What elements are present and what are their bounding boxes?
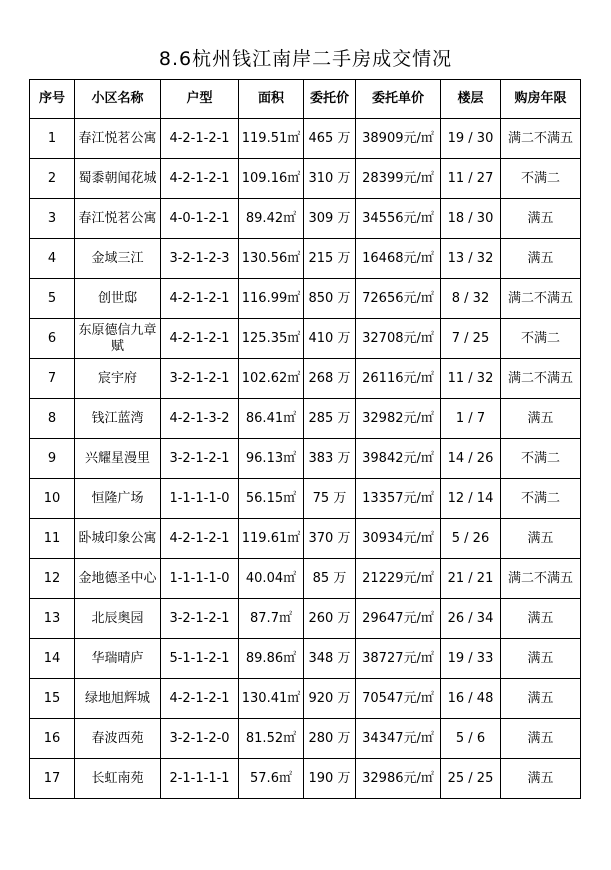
- cell-unit-price: 26116元/㎡: [356, 359, 441, 399]
- cell-name: 创世邸: [75, 279, 161, 319]
- header-floor: 楼层: [441, 80, 501, 119]
- cell-unit-price: 39842元/㎡: [356, 439, 441, 479]
- table-row: [30, 359, 581, 399]
- cell-name: 东原德信九章赋: [75, 319, 161, 359]
- table-row: [30, 159, 581, 199]
- cell-floor: 19 / 33: [441, 639, 501, 679]
- cell-layout: 4-2-1-3-2: [161, 399, 239, 439]
- cell-floor: 25 / 25: [441, 759, 501, 799]
- cell-area: 125.35㎡: [239, 319, 304, 359]
- cell-unit-price: 34556元/㎡: [356, 199, 441, 239]
- cell-area: 40.04㎡: [239, 559, 304, 599]
- cell-no: 16: [30, 719, 75, 759]
- table-row: [30, 479, 581, 519]
- cell-no: 2: [30, 159, 75, 199]
- table-row: [30, 639, 581, 679]
- cell-layout: 2-1-1-1-1: [161, 759, 239, 799]
- table-row: [30, 199, 581, 239]
- cell-layout: 4-2-1-2-1: [161, 679, 239, 719]
- transactions-table: [29, 79, 581, 799]
- cell-unit-price: 72656元/㎡: [356, 279, 441, 319]
- cell-layout: 3-2-1-2-3: [161, 239, 239, 279]
- cell-price: 85 万: [304, 559, 356, 599]
- cell-unit-price: 70547元/㎡: [356, 679, 441, 719]
- cell-price: 215 万: [304, 239, 356, 279]
- cell-years: 满五: [501, 679, 581, 719]
- cell-no: 11: [30, 519, 75, 559]
- cell-price: 348 万: [304, 639, 356, 679]
- cell-name: 春江悦茗公寓: [75, 199, 161, 239]
- table-row: [30, 519, 581, 559]
- table-row: [30, 759, 581, 799]
- table-row: [30, 679, 581, 719]
- cell-layout: 1-1-1-1-0: [161, 479, 239, 519]
- cell-price: 268 万: [304, 359, 356, 399]
- cell-floor: 11 / 27: [441, 159, 501, 199]
- cell-floor: 8 / 32: [441, 279, 501, 319]
- cell-floor: 26 / 34: [441, 599, 501, 639]
- cell-no: 8: [30, 399, 75, 439]
- cell-layout: 4-2-1-2-1: [161, 519, 239, 559]
- cell-area: 102.62㎡: [239, 359, 304, 399]
- cell-name: 蜀黍朝闻花城: [75, 159, 161, 199]
- cell-name: 钱江蓝湾: [75, 399, 161, 439]
- cell-unit-price: 16468元/㎡: [356, 239, 441, 279]
- cell-name: 兴耀星漫里: [75, 439, 161, 479]
- cell-unit-price: 21229元/㎡: [356, 559, 441, 599]
- cell-years: 满五: [501, 599, 581, 639]
- cell-price: 850 万: [304, 279, 356, 319]
- cell-layout: 1-1-1-1-0: [161, 559, 239, 599]
- table-row: [30, 719, 581, 759]
- cell-layout: 4-2-1-2-1: [161, 119, 239, 159]
- cell-no: 3: [30, 199, 75, 239]
- table-header-row: [30, 80, 581, 119]
- header-name: 小区名称: [75, 80, 161, 119]
- cell-years: 不满二: [501, 159, 581, 199]
- cell-price: 190 万: [304, 759, 356, 799]
- cell-no: 15: [30, 679, 75, 719]
- cell-unit-price: 29647元/㎡: [356, 599, 441, 639]
- cell-area: 57.6㎡: [239, 759, 304, 799]
- cell-price: 285 万: [304, 399, 356, 439]
- cell-area: 81.52㎡: [239, 719, 304, 759]
- cell-price: 383 万: [304, 439, 356, 479]
- cell-years: 满五: [501, 399, 581, 439]
- cell-years: 满五: [501, 199, 581, 239]
- table-row: [30, 399, 581, 439]
- cell-years: 满五: [501, 519, 581, 559]
- cell-area: 109.16㎡: [239, 159, 304, 199]
- cell-price: 920 万: [304, 679, 356, 719]
- table-row: [30, 599, 581, 639]
- cell-layout: 4-0-1-2-1: [161, 199, 239, 239]
- cell-price: 465 万: [304, 119, 356, 159]
- header-no: 序号: [30, 80, 75, 119]
- cell-unit-price: 28399元/㎡: [356, 159, 441, 199]
- cell-years: 满二不满五: [501, 279, 581, 319]
- cell-price: 280 万: [304, 719, 356, 759]
- cell-floor: 5 / 6: [441, 719, 501, 759]
- cell-floor: 7 / 25: [441, 319, 501, 359]
- cell-name: 长虹南苑: [75, 759, 161, 799]
- cell-years: 满五: [501, 719, 581, 759]
- cell-no: 10: [30, 479, 75, 519]
- header-area: 面积: [239, 80, 304, 119]
- cell-floor: 5 / 26: [441, 519, 501, 559]
- cell-name: 华瑞晴庐: [75, 639, 161, 679]
- cell-years: 不满二: [501, 439, 581, 479]
- cell-layout: 4-2-1-2-1: [161, 159, 239, 199]
- header-unit-price: 委托单价: [356, 80, 441, 119]
- cell-name: 恒隆广场: [75, 479, 161, 519]
- cell-years: 满二不满五: [501, 119, 581, 159]
- cell-floor: 12 / 14: [441, 479, 501, 519]
- cell-price: 309 万: [304, 199, 356, 239]
- cell-years: 满五: [501, 759, 581, 799]
- table-row: [30, 279, 581, 319]
- table-row: [30, 559, 581, 599]
- cell-no: 9: [30, 439, 75, 479]
- cell-no: 1: [30, 119, 75, 159]
- cell-unit-price: 32708元/㎡: [356, 319, 441, 359]
- cell-name: 北辰奥园: [75, 599, 161, 639]
- cell-area: 89.86㎡: [239, 639, 304, 679]
- cell-floor: 18 / 30: [441, 199, 501, 239]
- cell-price: 260 万: [304, 599, 356, 639]
- table-row: [30, 239, 581, 279]
- cell-no: 13: [30, 599, 75, 639]
- cell-unit-price: 38727元/㎡: [356, 639, 441, 679]
- table-row: [30, 439, 581, 479]
- cell-price: 410 万: [304, 319, 356, 359]
- cell-no: 6: [30, 319, 75, 359]
- cell-name: 金域三江: [75, 239, 161, 279]
- cell-no: 7: [30, 359, 75, 399]
- cell-floor: 16 / 48: [441, 679, 501, 719]
- cell-layout: 5-1-1-2-1: [161, 639, 239, 679]
- cell-price: 310 万: [304, 159, 356, 199]
- cell-name: 春江悦茗公寓: [75, 119, 161, 159]
- cell-no: 12: [30, 559, 75, 599]
- cell-area: 130.41㎡: [239, 679, 304, 719]
- cell-area: 119.61㎡: [239, 519, 304, 559]
- cell-unit-price: 30934元/㎡: [356, 519, 441, 559]
- cell-area: 116.99㎡: [239, 279, 304, 319]
- cell-price: 75 万: [304, 479, 356, 519]
- cell-layout: 3-2-1-2-1: [161, 359, 239, 399]
- cell-layout: 3-2-1-2-1: [161, 439, 239, 479]
- cell-no: 5: [30, 279, 75, 319]
- cell-unit-price: 32982元/㎡: [356, 399, 441, 439]
- cell-name: 绿地旭辉城: [75, 679, 161, 719]
- cell-area: 130.56㎡: [239, 239, 304, 279]
- cell-layout: 3-2-1-2-0: [161, 719, 239, 759]
- header-price: 委托价: [304, 80, 356, 119]
- cell-no: 17: [30, 759, 75, 799]
- cell-years: 不满二: [501, 319, 581, 359]
- cell-no: 14: [30, 639, 75, 679]
- cell-years: 满五: [501, 239, 581, 279]
- cell-floor: 14 / 26: [441, 439, 501, 479]
- cell-no: 4: [30, 239, 75, 279]
- cell-price: 370 万: [304, 519, 356, 559]
- cell-name: 春波西苑: [75, 719, 161, 759]
- cell-years: 满二不满五: [501, 359, 581, 399]
- cell-area: 86.41㎡: [239, 399, 304, 439]
- cell-floor: 1 / 7: [441, 399, 501, 439]
- cell-name: 宸宇府: [75, 359, 161, 399]
- cell-unit-price: 34347元/㎡: [356, 719, 441, 759]
- page-title: 8.6杭州钱江南岸二手房成交情况: [158, 48, 453, 70]
- cell-years: 满二不满五: [501, 559, 581, 599]
- table-row: [30, 119, 581, 159]
- cell-unit-price: 13357元/㎡: [356, 479, 441, 519]
- cell-name: 金地德圣中心: [75, 559, 161, 599]
- cell-years: 满五: [501, 639, 581, 679]
- header-layout: 户型: [161, 80, 239, 119]
- cell-floor: 19 / 30: [441, 119, 501, 159]
- cell-years: 不满二: [501, 479, 581, 519]
- cell-area: 89.42㎡: [239, 199, 304, 239]
- cell-layout: 3-2-1-2-1: [161, 599, 239, 639]
- cell-unit-price: 32986元/㎡: [356, 759, 441, 799]
- cell-layout: 4-2-1-2-1: [161, 279, 239, 319]
- cell-floor: 21 / 21: [441, 559, 501, 599]
- cell-area: 119.51㎡: [239, 119, 304, 159]
- cell-floor: 11 / 32: [441, 359, 501, 399]
- cell-name: 卧城印象公寓: [75, 519, 161, 559]
- header-years: 购房年限: [501, 80, 581, 119]
- cell-floor: 13 / 32: [441, 239, 501, 279]
- cell-area: 96.13㎡: [239, 439, 304, 479]
- table-row: [30, 319, 581, 359]
- cell-unit-price: 38909元/㎡: [356, 119, 441, 159]
- cell-area: 87.7㎡: [239, 599, 304, 639]
- cell-layout: 4-2-1-2-1: [161, 319, 239, 359]
- cell-area: 56.15㎡: [239, 479, 304, 519]
